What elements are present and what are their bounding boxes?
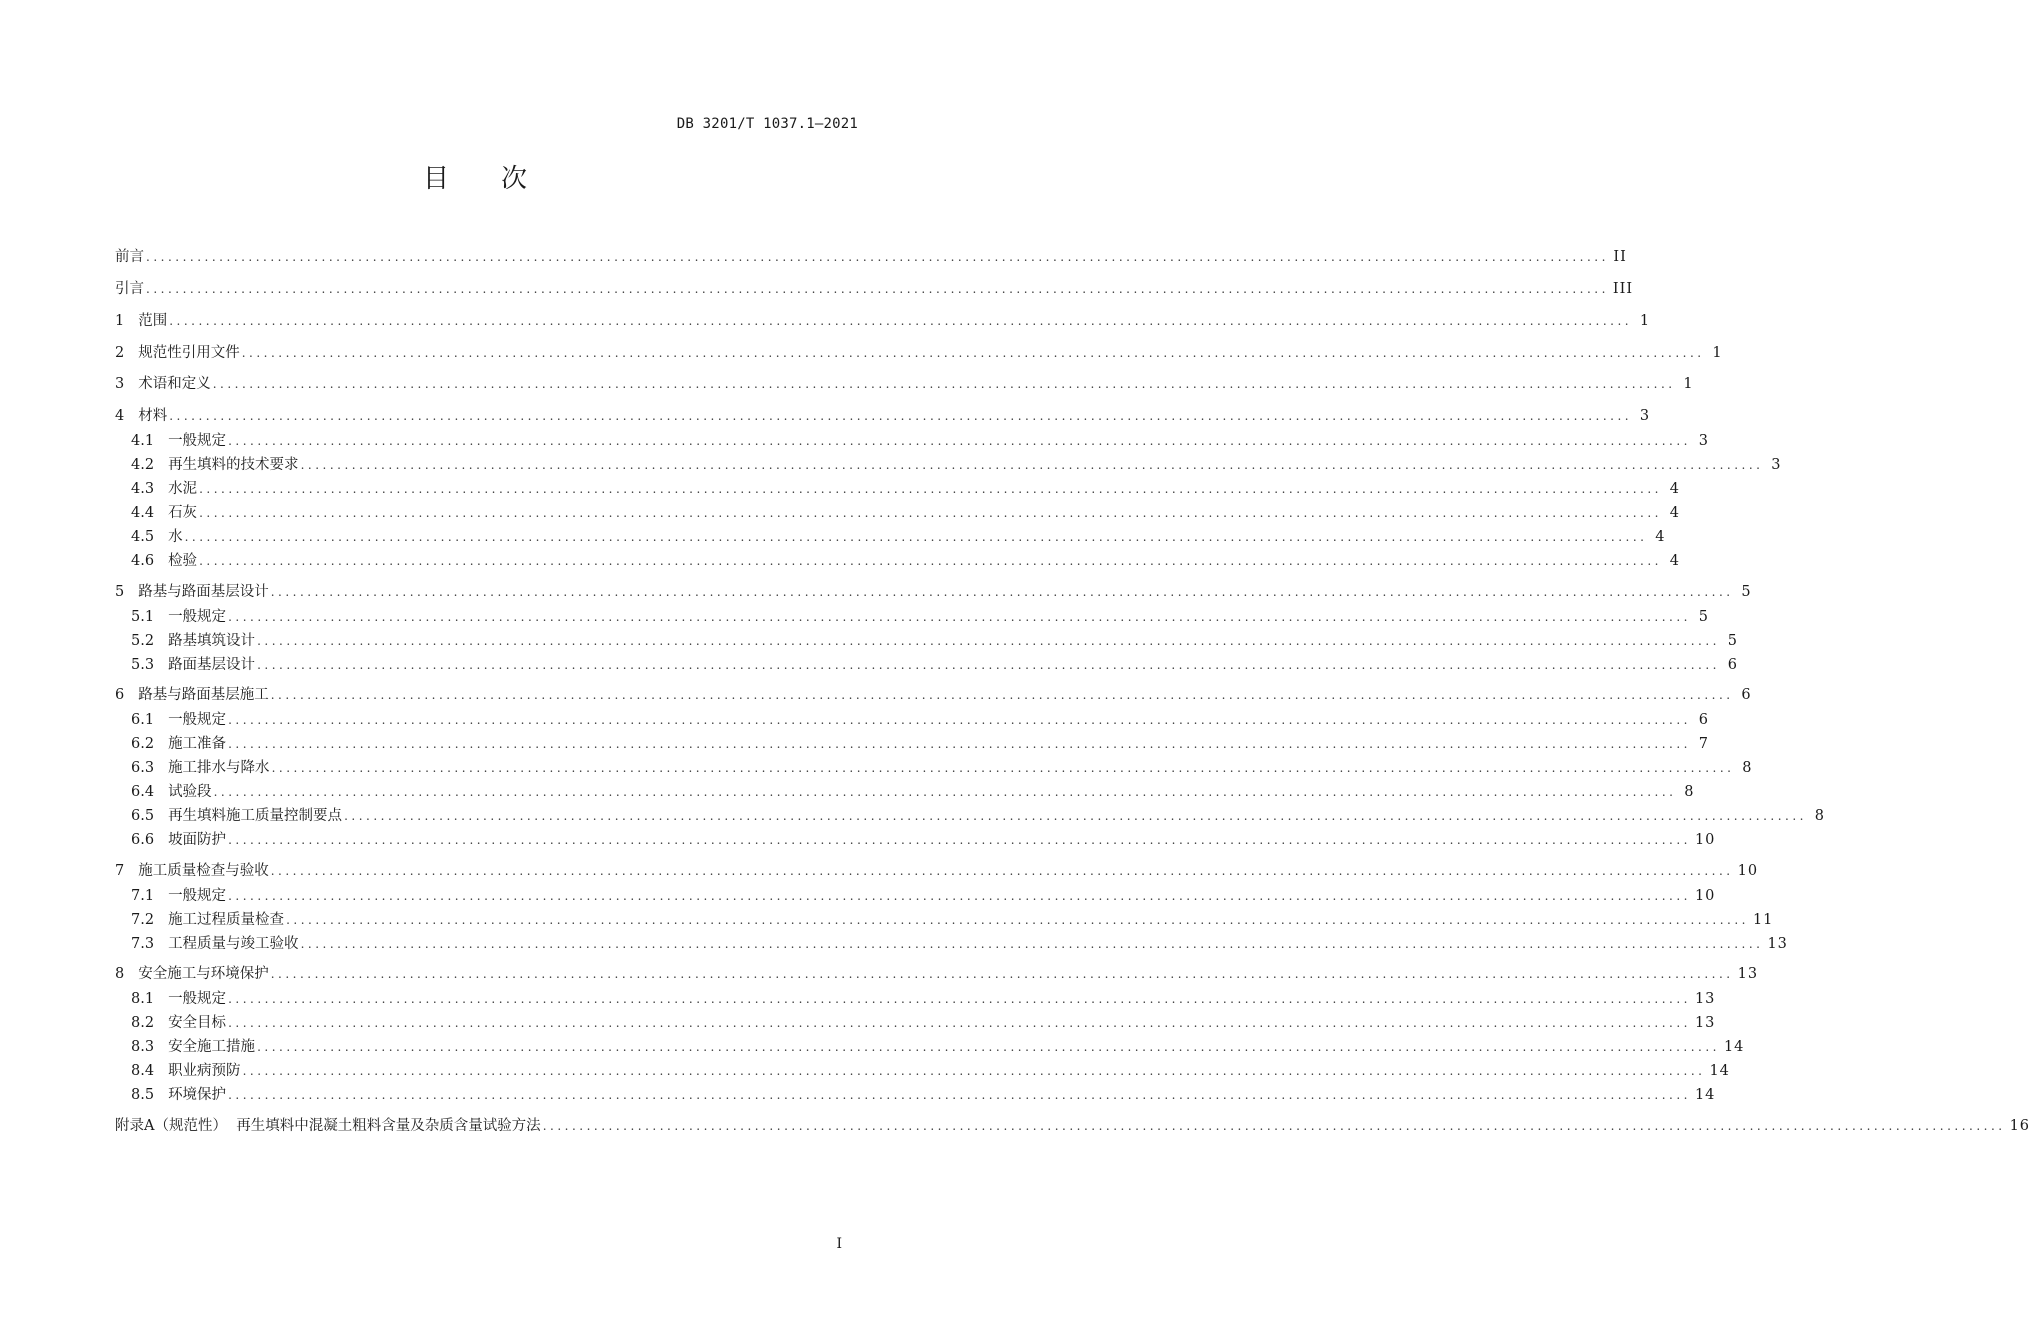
toc-entry-page: 7 [1698,736,1709,752]
toc-entry-page: 5 [1698,609,1709,625]
toc-entry-number: 6.4 [131,784,155,800]
toc-leader-dots: ........................................................................................................................................................................................................ [228,610,1691,624]
page-number: I [836,1236,842,1252]
toc-leader-dots: ........................................................................................................................................................................................................ [270,967,1734,981]
toc-entry-page: 13 [1767,936,1788,952]
toc-entry[interactable] [115,684,1752,706]
toc-entry-page: 1 [1639,313,1651,329]
toc-entry-number: 5.3 [131,657,155,673]
toc-leader-dots: ........................................................................................................................................................................................................ [271,761,1735,775]
toc-entry-label: 石灰 [168,505,198,521]
toc-entry-page: 3 [1771,457,1782,473]
toc-leader-dots: ........................................................................................................................................................................................................ [228,1088,1691,1102]
toc-entry-number: 5 [115,584,125,600]
toc-entry-label: 一般规定 [168,433,227,449]
toc-entry-label: 施工过程质量检查 [168,912,285,928]
toc-entry-number: 2 [115,345,125,361]
toc-entry[interactable] [115,709,1709,731]
toc-entry-page: 14 [1723,1039,1745,1055]
toc-entry-number: 4.5 [131,529,155,545]
toc-entry-label: 环境保护 [168,1087,227,1103]
page-title: 目次 [422,164,579,194]
toc-leader-dots: ........................................................................................................................................................................................................ [257,658,1720,672]
toc-entry[interactable] [115,805,1825,827]
toc-leader-dots: ........................................................................................................................................................................................................ [146,250,1609,264]
toc-leader-dots: ........................................................................................................................................................................................................ [286,913,1749,927]
toc-entry-page: 10 [1737,863,1759,879]
toc-entry[interactable] [115,757,1753,779]
toc-entry-number: 4.2 [131,457,155,473]
toc-leader-dots: ........................................................................................................................................................................................................ [169,409,1633,423]
toc-entry[interactable] [115,478,1680,500]
toc-leader-dots: ........................................................................................................................................................................................................ [270,585,1734,599]
toc-entry-label: 术语和定义 [138,376,211,392]
toc-entry-label: 路基填筑设计 [168,633,256,649]
toc-entry-page: 6 [1727,657,1738,673]
document-code: DB 3201/T 1037.1—2021 [676,116,858,132]
toc-leader-dots: ........................................................................................................................................................................................................ [212,377,1676,391]
toc-entry-page: 6 [1698,712,1709,728]
toc-entry[interactable] [115,988,1716,1010]
toc-entry[interactable] [115,1036,1745,1058]
toc-entry-number: 6 [115,687,125,703]
toc-leader-dots: ........................................................................................................................................................................................................ [228,889,1691,903]
toc-leader-dots: ........................................................................................................................................................................................................ [241,346,1705,360]
toc-entry[interactable] [115,502,1680,524]
toc-entry-page: III [1612,281,1634,297]
toc-leader-dots: ........................................................................................................................................................................................................ [199,506,1662,520]
toc-entry-label: 路面基层设计 [168,657,256,673]
toc-leader-dots: ........................................................................................................................................................................................................ [270,688,1734,702]
toc-entry-page: 16 [2009,1118,2030,1134]
toc-entry-label: 试验段 [168,784,212,800]
toc-entry-number: 6.5 [131,808,155,824]
toc-entry-label: 一般规定 [168,991,227,1007]
toc-leader-dots: ........................................................................................................................................................................................................ [199,554,1662,568]
toc-entry-page: 3 [1698,433,1709,449]
toc-entry-page: 13 [1694,991,1716,1007]
toc-entry-page: 4 [1669,481,1680,497]
toc-leader-dots: ........................................................................................................................................................................................................ [270,864,1734,878]
toc-entry-page: 10 [1694,832,1716,848]
toc-entry[interactable] [115,526,1666,548]
toc-entry-page: 4 [1669,505,1680,521]
toc-entry[interactable] [115,606,1709,628]
toc-leader-dots: ........................................................................................................................................................................................................ [228,434,1691,448]
toc-entry-label: 范围 [138,313,168,329]
toc-entry-label: 一般规定 [168,609,227,625]
toc-entry[interactable] [115,1115,2030,1137]
toc-entry-label: 检验 [168,553,198,569]
toc-entry-label: 水泥 [168,481,198,497]
toc-entry-number: 4.6 [131,553,155,569]
toc-leader-dots: ........................................................................................................................................................................................................ [199,482,1662,496]
toc-entry-label: 规范性引用文件 [138,345,240,361]
toc-leader-dots: ........................................................................................................................................................................................................ [228,992,1691,1006]
toc-entry-number: 4.3 [131,481,155,497]
toc-entry-page: 3 [1639,408,1651,424]
toc-entry-label: 路基与路面基层施工 [138,687,269,703]
toc-entry[interactable] [115,1012,1716,1034]
toc-entry[interactable] [115,654,1738,676]
toc-entry[interactable] [115,342,1723,364]
toc-entry-page: 5 [1741,584,1752,600]
toc-entry-number: 5.2 [131,633,155,649]
toc-entry[interactable] [115,781,1695,803]
toc-entry-number: 7.2 [131,912,155,928]
toc-entry-page: 13 [1737,966,1759,982]
toc-entry[interactable] [115,278,1634,300]
toc-entry-number: 8 [115,966,125,982]
toc-entry[interactable] [115,310,1651,332]
toc-entry-label: 前言 [115,249,144,265]
toc-entry-label: 路基与路面基层设计 [138,584,269,600]
toc-leader-dots: ........................................................................................................................................................................................................ [228,833,1691,847]
toc-entry-label: 安全目标 [168,1015,227,1031]
toc-entry-label: 职业病预防 [168,1063,241,1079]
toc-entry-number: 1 [115,313,125,329]
toc-leader-dots: ........................................................................................................................................................................................................ [228,1016,1691,1030]
toc-leader-dots: ........................................................................................................................................................................................................ [184,530,1648,544]
toc-entry-number: 8.1 [131,991,155,1007]
toc-entry-number: 6.1 [131,712,155,728]
toc-entry-page: 6 [1741,687,1752,703]
toc-entry-label: 再生填料的技术要求 [168,457,299,473]
toc-leader-dots: ........................................................................................................................................................................................................ [213,785,1677,799]
toc-entry-number: 4 [115,408,125,424]
toc-entry[interactable] [115,885,1716,907]
toc-entry-label: 安全施工与环境保护 [138,966,269,982]
toc-entry[interactable] [115,373,1694,395]
toc-entry-page: 14 [1694,1087,1716,1103]
toc-entry[interactable] [115,829,1716,851]
toc-entry-page: 4 [1655,529,1666,545]
toc-entry-label: 再生填料施工质量控制要点 [168,808,343,824]
toc-entry-number: 7 [115,863,125,879]
toc-entry-number: 8.2 [131,1015,155,1031]
toc-leader-dots: ........................................................................................................................................................................................................ [300,458,1764,472]
toc-entry-page: 8 [1814,808,1825,824]
toc-entry-number: 8.5 [131,1087,155,1103]
toc-entry[interactable] [115,630,1738,652]
toc-entry[interactable] [115,933,1788,955]
toc-entry[interactable] [115,430,1709,452]
toc-entry[interactable] [115,963,1759,985]
toc-entry-number: 8.4 [131,1063,155,1079]
toc-entry-label: 水 [168,529,183,545]
toc-entry-number: 4.4 [131,505,155,521]
toc-entry-page: 10 [1694,888,1716,904]
toc-entry-page: 1 [1683,376,1694,392]
toc-leader-dots: ........................................................................................................................................................................................................ [300,937,1764,951]
toc-entry-page: II [1613,249,1627,265]
toc-leader-dots: ........................................................................................................................................................................................................ [257,1040,1720,1054]
toc-leader-dots: ........................................................................................................................................................................................................ [146,282,1609,296]
toc-entry-label: 施工质量检查与验收 [138,863,269,879]
toc-entry[interactable] [115,581,1752,603]
toc-entry-page: 4 [1669,553,1680,569]
toc-leader-dots: ........................................................................................................................................................................................................ [242,1064,1706,1078]
toc-entry-number: 6.3 [131,760,155,776]
toc-entry[interactable] [115,1084,1716,1106]
toc-entry[interactable] [115,733,1709,755]
toc-entry[interactable] [115,405,1651,427]
toc-entry-page: 14 [1709,1063,1730,1079]
toc-leader-dots: ........................................................................................................................................................................................................ [228,737,1691,751]
toc-entry-number: 4.1 [131,433,155,449]
toc-leader-dots: ........................................................................................................................................................................................................ [169,314,1633,328]
toc-leader-dots: ........................................................................................................................................................................................................ [228,713,1691,727]
toc-entry-number: 8.3 [131,1039,155,1055]
toc-entry-number: 7.3 [131,936,155,952]
toc-entry-page: 8 [1742,760,1753,776]
toc-entry-label: 施工排水与降水 [168,760,270,776]
toc-entry-number: 7.1 [131,888,155,904]
toc-entry-page: 1 [1712,345,1723,361]
toc-entry[interactable] [115,1060,1730,1082]
toc-entry-number: 6.2 [131,736,155,752]
toc-entry-label: 施工准备 [168,736,227,752]
toc-entry-label: 材料 [138,408,168,424]
toc-leader-dots: ........................................................................................................................................................................................................ [344,809,1807,823]
toc-entry-number: 6.6 [131,832,155,848]
toc-entry-label: 一般规定 [168,888,227,904]
toc-entry-page: 5 [1727,633,1738,649]
toc-leader-dots: ........................................................................................................................................................................................................ [542,1119,2006,1133]
toc-entry[interactable] [115,909,1774,931]
toc-entry-page: 13 [1694,1015,1716,1031]
toc-entry-label: 附录A（规范性） 再生填料中混凝土粗料含量及杂质含量试验方法 [115,1118,541,1134]
toc-entry-label: 工程质量与竣工验收 [168,936,299,952]
toc-entry-label: 引言 [115,281,144,297]
toc-entry[interactable] [115,454,1782,476]
toc-entry[interactable] [115,860,1759,882]
toc-entry[interactable] [115,550,1680,572]
toc-entry-number: 5.1 [131,609,155,625]
toc-entry-number: 3 [115,376,125,392]
toc-leader-dots: ........................................................................................................................................................................................................ [257,634,1720,648]
toc-entry[interactable] [115,246,1627,268]
toc-entry-label: 坡面防护 [168,832,227,848]
toc-entry-page: 8 [1684,784,1695,800]
toc-entry-label: 安全施工措施 [168,1039,256,1055]
toc-entry-label: 一般规定 [168,712,227,728]
toc-entry-page: 11 [1752,912,1774,928]
